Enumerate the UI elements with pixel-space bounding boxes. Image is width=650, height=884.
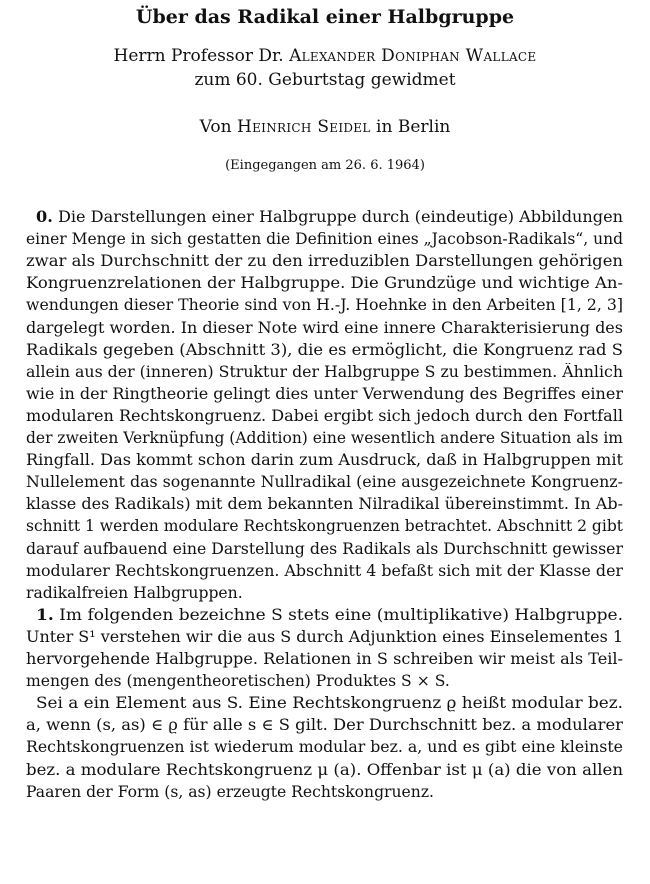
body-line-text: darauf aufbauend eine Darstellung des Radikals als Durchschnitt gewisser xyxy=(26,539,623,558)
body-line xyxy=(0,361,650,383)
body-line xyxy=(0,317,650,339)
body-line xyxy=(0,781,650,803)
body-line xyxy=(0,228,650,250)
body-line-text: bez. a modulare Rechtskongruenz μ (a). Offenbar ist μ (a) die von allen xyxy=(26,760,623,779)
received-date: (Eingegangen am 26. 6. 1964) xyxy=(225,158,425,173)
body-line xyxy=(0,560,650,582)
dedication-name: Alexander Doniphan Wallace xyxy=(289,46,537,66)
author-name: Heinrich Seidel xyxy=(236,117,371,137)
body-line xyxy=(0,736,650,758)
body-line-text: Ringfall. Das kommt schon darin zum Ausdruck, daß in Halbgruppen mit xyxy=(26,451,623,470)
section-number: 0. xyxy=(36,207,53,226)
body-line-text: wie in der Ringtheorie gelingt dies unter Verwendung des Begriffes einer xyxy=(26,384,624,403)
body-line xyxy=(0,405,650,427)
body-line-text: schnitt 1 werden modulare Rechtskongruenzen betrachtet. Abschnitt 2 gibt xyxy=(26,517,623,536)
body-line-text: der zweiten Verknüpfung (Addition) eine wesentlich andere Situation als im xyxy=(26,429,623,447)
body-line xyxy=(0,626,650,648)
body-line xyxy=(0,383,650,405)
body-line xyxy=(0,272,650,294)
body-line xyxy=(0,692,650,714)
body-line-text: a, wenn (s, as) ∈ ϱ für alle s ∈ S gilt. Der Durchschnitt bez. a modularer xyxy=(26,716,623,735)
body-line-text: Sei a ein Element aus S. Eine Rechtskongruenz ϱ heißt modular bez. xyxy=(36,694,623,713)
body-line xyxy=(0,714,650,736)
body-line xyxy=(0,538,650,560)
body-line xyxy=(0,759,650,781)
paper-title: Über das Radikal einer Halbgruppe xyxy=(135,6,515,28)
body-line xyxy=(0,493,650,515)
dedication-line-1 xyxy=(0,46,650,66)
body-line-text: radikalfreien Halbgruppen. xyxy=(26,583,243,602)
section-number: 1. xyxy=(36,604,54,624)
dedication-line-2: zum 60. Geburtstag gewidmet xyxy=(194,70,456,90)
body-line-text: allein aus der (inneren) Struktur der Halbgruppe S zu bestimmen. Ähnlich xyxy=(26,362,623,381)
body-line-text: dargelegt worden. In dieser Note wird eine innere Charakterisierung des xyxy=(26,318,623,337)
body-line-text: wendungen dieser Theorie sind von H.-J. Hoehnke in den Arbeiten [1, 2, 3] xyxy=(26,296,623,315)
body-line-text: Radikals gegeben (Abschnitt 3), die es ermöglicht, die Kongruenz rad S xyxy=(26,340,623,359)
body-line-text: Unter S¹ verstehen wir die aus S durch Adjunktion eines Einselementes 1 xyxy=(26,627,623,646)
body-line-text: einer Menge in sich gestatten die Definition eines „Jacobson-Radikals“, und xyxy=(26,230,623,249)
body-line-text: Nullelement das sogenannte Nullradikal (eine ausgezeichnete Kongruenz- xyxy=(26,473,623,492)
body-line xyxy=(0,250,650,272)
body-line xyxy=(0,670,650,692)
body-line xyxy=(0,471,650,493)
author-suffix: in Berlin xyxy=(376,117,451,137)
body-line-text: Im folgenden bezeichne S stets eine (multiplikative) Halbgruppe. xyxy=(53,605,624,624)
body-line-text: Paaren der Form (s, as) erzeugte Rechtskongruenz. xyxy=(26,782,435,801)
body-line-text: klasse des Radikals) mit dem bekannten Nilradikal übereinstimmt. In Ab- xyxy=(26,495,623,514)
body-line-text: zwar als Durchschnitt der zu den irreduziblen Darstellungen gehörigen xyxy=(26,252,623,271)
body-line-text: Die Darstellungen einer Halbgruppe durch (eindeutige) Abbildungen xyxy=(52,208,623,226)
body-line xyxy=(0,427,650,449)
dedication-prefix: Herrn Professor Dr. xyxy=(113,46,284,66)
body-line xyxy=(0,604,650,626)
body-line xyxy=(0,449,650,471)
author-prefix: Von xyxy=(199,117,232,137)
body-line-text: Kongruenzrelationen der Halbgruppe. Die Grundzüge und wichtige An- xyxy=(26,274,623,293)
body-line xyxy=(0,582,650,604)
body-line-text: hervorgehende Halbgruppe. Relationen in S schreiben wir meist als Teil- xyxy=(26,650,623,668)
body-line-text: Rechtskongruenzen ist wiederum modular bez. a, und es gibt eine kleinste xyxy=(26,738,623,757)
body-line xyxy=(0,294,650,316)
body-line xyxy=(0,515,650,537)
body-line-text: modularen Rechtskongruenz. Dabei ergibt sich jedoch durch den Fortfall xyxy=(26,406,623,425)
author-line xyxy=(0,117,650,137)
body-line-text: modularer Rechtskongruenzen. Abschnitt 4 befaßt sich mit der Klasse der xyxy=(26,561,623,580)
body-line xyxy=(0,648,650,670)
body-line-text: mengen des (mengentheoretischen) Produktes S × S. xyxy=(26,672,450,691)
body-line xyxy=(0,339,650,361)
body-line xyxy=(0,206,650,228)
